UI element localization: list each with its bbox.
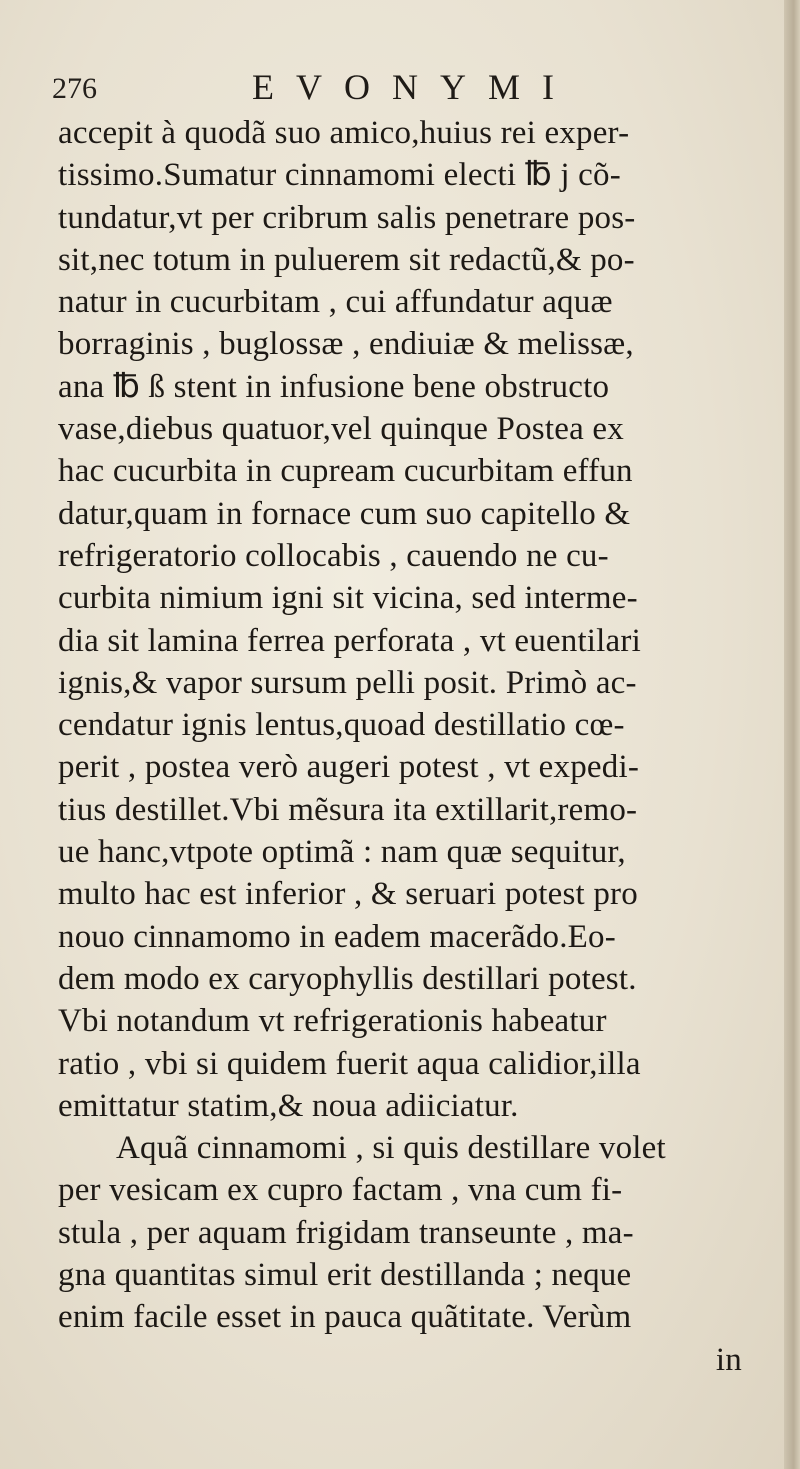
page-gutter [784,0,800,1469]
text-line: hac cucurbita in cupream cucurbitam effun [58,453,633,490]
text-line: ignis,& vapor sursum pelli posit. Primò ac- [58,664,637,701]
text-line: stula , per aquam frigidam transeunte , ma- [58,1214,634,1251]
text-line: natur in cucurbitam , cui affundatur aquæ [58,284,613,321]
text-line: dem modo ex caryophyllis destillari potest. [58,960,637,997]
text-line: curbita nimium igni sit vicina, sed interme- [58,580,638,617]
text-line: borraginis , buglossæ , endiuiæ & melissæ, [58,326,634,363]
text-line: refrigeratorio collocabis , cauendo ne cu- [58,537,609,574]
text-line: datur,quam in fornace cum suo capitello & [58,495,631,532]
text-line: vase,diebus quatuor,vel quinque Postea ex [58,411,624,448]
text-line: Aquã cinnamomi , si quis destillare volet [116,1130,666,1167]
text-line: sit,nec totum in puluerem sit redactũ,& po- [58,241,635,278]
text-line: dia sit lamina ferrea perforata , vt euentilari [58,622,641,659]
text-line: ana ℔ ß stent in infusione bene obstructo [58,368,610,405]
text-line: per vesicam ex cupro factam , vna cum fi- [58,1172,623,1209]
page-number: 276 [52,72,97,105]
text-line: ratio , vbi si quidem fuerit aqua calidior,illa [58,1045,641,1082]
text-line: enim facile esset in pauca quãtitate. Verùm [58,1299,632,1336]
text-line: tissimo.Sumatur cinnamomi electi ℔ j cõ- [58,157,621,194]
catchword: in [715,1341,742,1378]
text-line: perit , postea verò augeri potest , vt expedi- [58,749,640,786]
text-block [58,112,770,1381]
text-line: accepit à quodã suo amico,huius rei exper- [58,115,630,151]
text-line: nouo cinnamomo in eadem macerãdo.Eo- [58,918,616,955]
text-line: ue hanc,vtpote optimã : nam quæ sequitur, [58,834,626,871]
text-line: Vbi notandum vt refrigerationis habeatur [58,1003,607,1040]
text-line: emittatur statim,& noua adiiciatur. [58,1087,519,1124]
text-line: tundatur,vt per cribrum salis penetrare pos- [58,199,636,236]
text-line: multo hac est inferior , & seruari potest pro [58,876,638,913]
text-line: tius destillet.Vbi mẽsura ita extillarit,remo- [58,791,638,828]
page-header [52,66,752,116]
text-line: gna quantitas simul erit destillanda ; neque [58,1257,632,1294]
running-title: EVONYMI [252,67,576,107]
text-line: cendatur ignis lentus,quoad destillatio cœ- [58,707,625,744]
